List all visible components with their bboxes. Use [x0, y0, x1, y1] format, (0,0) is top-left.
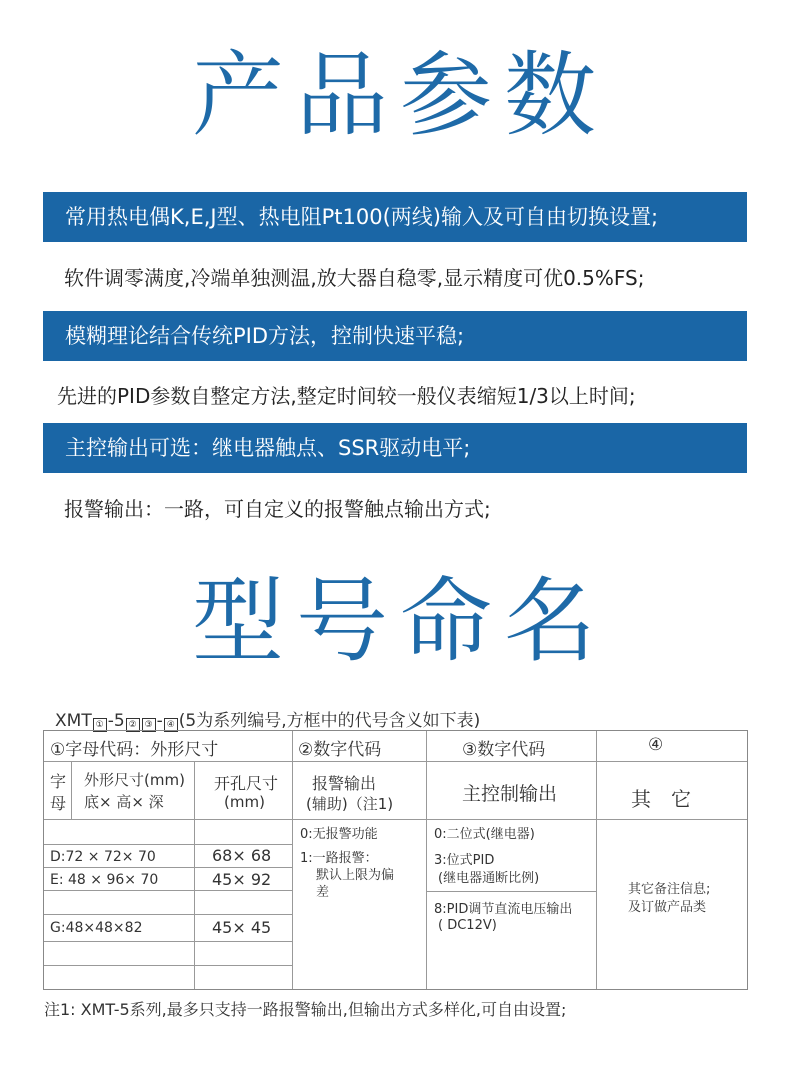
feature-banner-pid: 模糊理论结合传统PID方法，控制快速平稳;	[43, 311, 747, 361]
model-prefix: XMT	[55, 711, 92, 731]
footnote: 注1: XMT-5系列,最多只支持一路报警输出,但输出方式多样化,可自由设置;	[44, 1000, 567, 1019]
main-option-0: 0:二位式(继电器)	[434, 827, 535, 842]
main-option-8-detail: ( DC12V)	[438, 918, 497, 933]
alarm-option-0: 0:无报警功能	[300, 827, 378, 842]
code-box-4-icon: ④	[164, 718, 178, 732]
model-dash: -	[156, 711, 163, 731]
model-code-line	[55, 706, 480, 732]
size-row-g: G:48×48×82	[50, 920, 143, 936]
subheader-alarm-note: (辅助)（注1)	[306, 795, 394, 813]
alarm-option-1: 1:一路报警：	[300, 851, 378, 866]
subheader-other: 其 它	[631, 787, 691, 811]
main-option-3: 3:位式PID	[434, 853, 495, 868]
alarm-option-1-detail: 默认上限为偏	[316, 868, 395, 883]
subheader-outer-size: 外形尺寸(mm)	[84, 771, 185, 789]
feature-desc-alarm: 报警输出：一路，可自定义的报警触点输出方式;	[64, 497, 491, 521]
subheader-alarm-output: 报警输出	[312, 774, 377, 793]
subheader-outer-size-dims: 底× 高× 深	[84, 793, 164, 811]
other-info: 其它备注信息;	[628, 882, 711, 897]
size-row-d: D:72 × 72× 70	[50, 849, 156, 865]
feature-desc-autotune: 先进的PID参数自整定方法,整定时间较一般仪表缩短1/3以上时间;	[57, 384, 636, 408]
model-mid: -5	[107, 711, 125, 731]
hole-row-d: 68× 68	[212, 846, 272, 865]
size-row-e: E: 48 × 96× 70	[50, 872, 159, 888]
header-digit-code-2: ②数字代码	[298, 740, 382, 760]
alarm-option-1-detail-end: 差	[316, 885, 330, 900]
section-title-model-naming: 型号命名	[191, 568, 608, 675]
feature-desc-calibration: 软件调零满度,冷端单独测温,放大器自稳零,显示精度可优0.5%FS;	[64, 266, 645, 290]
header-digit-code-3: ③数字代码	[462, 740, 546, 760]
subheader-main-output: 主控制输出	[462, 783, 558, 805]
subheader-hole-size: 开孔尺寸	[214, 774, 279, 793]
subheader-hole-unit: (mm)	[224, 793, 265, 811]
subheader-letter-1: 字	[50, 772, 67, 791]
hole-row-e: 45× 92	[212, 870, 272, 889]
code-box-2-icon: ②	[126, 718, 140, 732]
main-option-3-detail: (继电器通断比例)	[438, 871, 540, 886]
code-box-3-icon: ③	[142, 718, 156, 732]
model-suffix: (5为系列编号,方框中的代号含义如下表)	[178, 711, 481, 731]
feature-banner-input: 常用热电偶K,E,J型、热电阻Pt100(两线)输入及可自由切换设置;	[43, 192, 747, 242]
section-title-product-params: 产品参数	[191, 42, 608, 149]
header-letter-code: ①字母代码：外形尺寸	[50, 740, 219, 760]
subheader-letter-2: 母	[50, 794, 67, 813]
code-box-1-icon: ①	[93, 718, 107, 732]
main-option-8: 8:PID调节直流电压输出	[434, 902, 573, 917]
model-table	[43, 730, 748, 990]
other-custom: 及订做产品类	[628, 900, 707, 915]
feature-banner-output: 主控输出可选：继电器触点、SSR驱动电平;	[43, 423, 747, 473]
header-other-code: ④	[648, 735, 664, 755]
hole-row-g: 45× 45	[212, 918, 272, 937]
